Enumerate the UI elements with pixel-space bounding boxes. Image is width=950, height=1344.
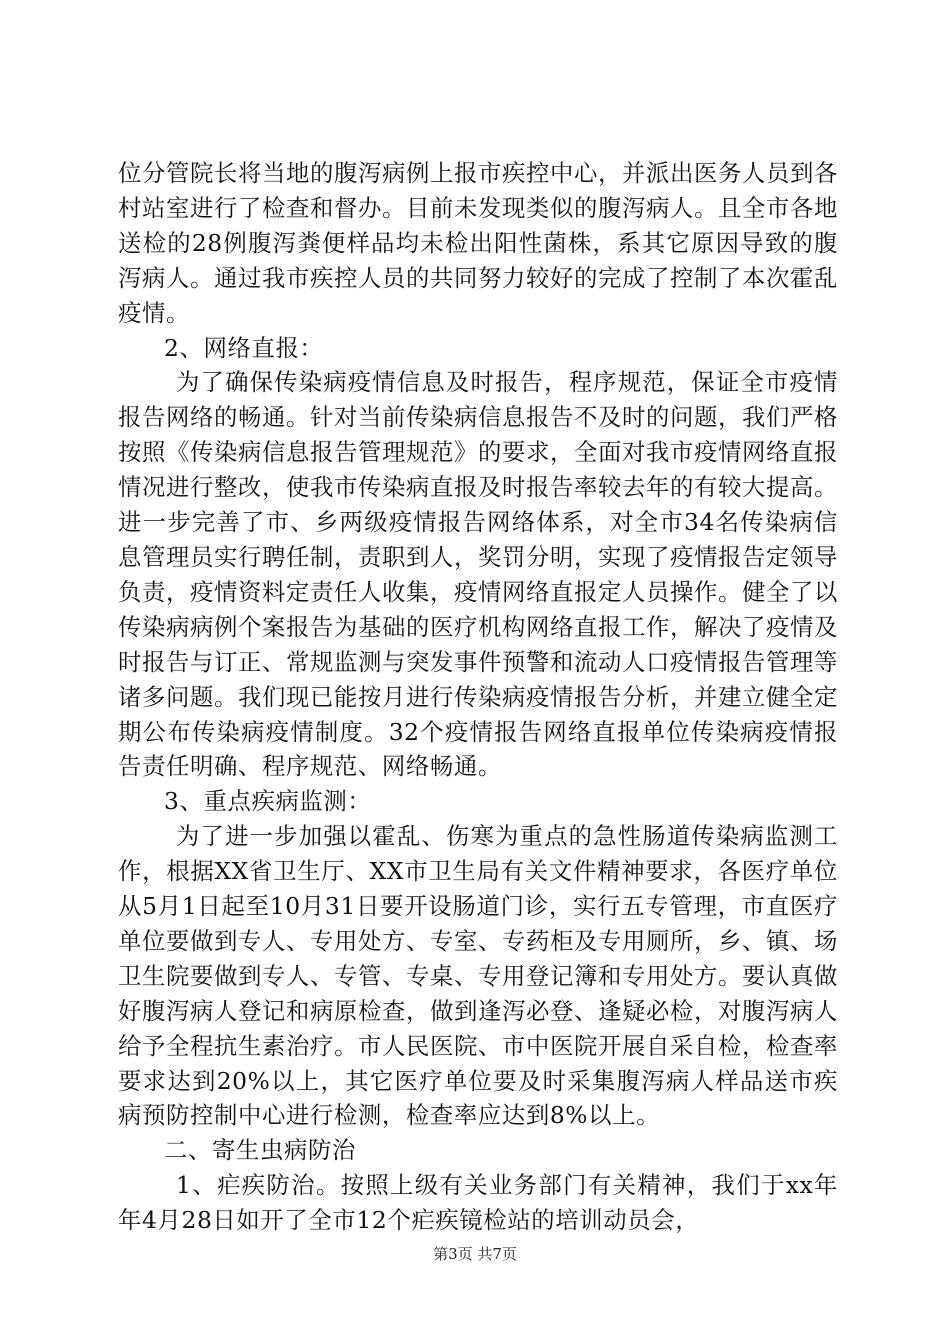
paragraph-malaria-prevention: 1、疟疾防治。按照上级有关业务部门有关精神，我们于xx年年4月28日如开了全市12个疟疾镜检站的培训动员会， — [118, 1171, 838, 1235]
heading-network-reporting: 2、网络直报： — [164, 333, 324, 362]
heading-parasitic-disease: 二、寄生虫病防治 — [164, 1136, 356, 1165]
paragraph-key-disease-monitoring: 为了进一步加强以霍乱、伤寒为重点的急性肠道传染病监测工作，根据XX省卫生厅、XX市卫生局有关文件精神要求，各医疗单位从5月1日起至10月31日要开设肠道门诊，实行五专管理，市直医疗单位要做到专人、专用处方、专室、专药柜及专用厕所，乡、镇、场卫生院要做到专人、专管、专桌、专用登记簿和专用处方。要认真做好腹泻病人登记和病原检查，做到逢泻必登、逢疑必检，对腹泻病人给予全程抗生素治疗。市人民医院、市中医院开展自采自检，检查率要求达到20%以上，其它医疗单位要及时采集腹泻病人样品送市疾病预防控制中心进行检测，检查率应达到8%以上。 — [118, 822, 838, 1130]
document-body — [118, 156, 838, 1238]
page-number-footer: 第3页 共7页 — [433, 1245, 517, 1263]
paragraph-cholera-control: 位分管院长将当地的腹泻病例上报市疾控中心，并派出医务人员到各村站室进行了检查和督办。目前未发现类似的腹泻病人。且全市各地送检的28例腹泻粪便样品均未检出阳性菌株，系其它原因导致的腹泻病人。通过我市疾控人员的共同努力较好的完成了控制了本次霍乱疫情。 — [118, 159, 838, 327]
paragraph-network-reporting: 为了确保传染病疫情信息及时报告，程序规范，保证全市疫情报告网络的畅通。针对当前传染病信息报告不及时的问题，我们严格按照《传染病信息报告管理规范》的要求，全面对我市疫情网络直报情况进行整改，使我市传染病直报及时报告率较去年的有较大提高。进一步完善了市、乡两级疫情报告网络体系，对全市34名传染病信息管理员实行聘任制，责职到人，奖罚分明，实现了疫情报告定领导负责，疫情资料定责任人收集，疫情网络直报定人员操作。健全了以传染病病例个案报告为基础的医疗机构网络直报工作，解决了疫情及时报告与订正、常规监测与突发事件预警和流动人口疫情报告管理等诸多问题。我们现已能按月进行传染病疫情报告分析，并建立健全定期公布传染病疫情制度。32个疫情报告网络直报单位传染病疫情报告责任明确、程序规范、网络畅通。 — [118, 368, 838, 781]
heading-key-disease-monitoring: 3、重点疾病监测： — [164, 787, 372, 816]
